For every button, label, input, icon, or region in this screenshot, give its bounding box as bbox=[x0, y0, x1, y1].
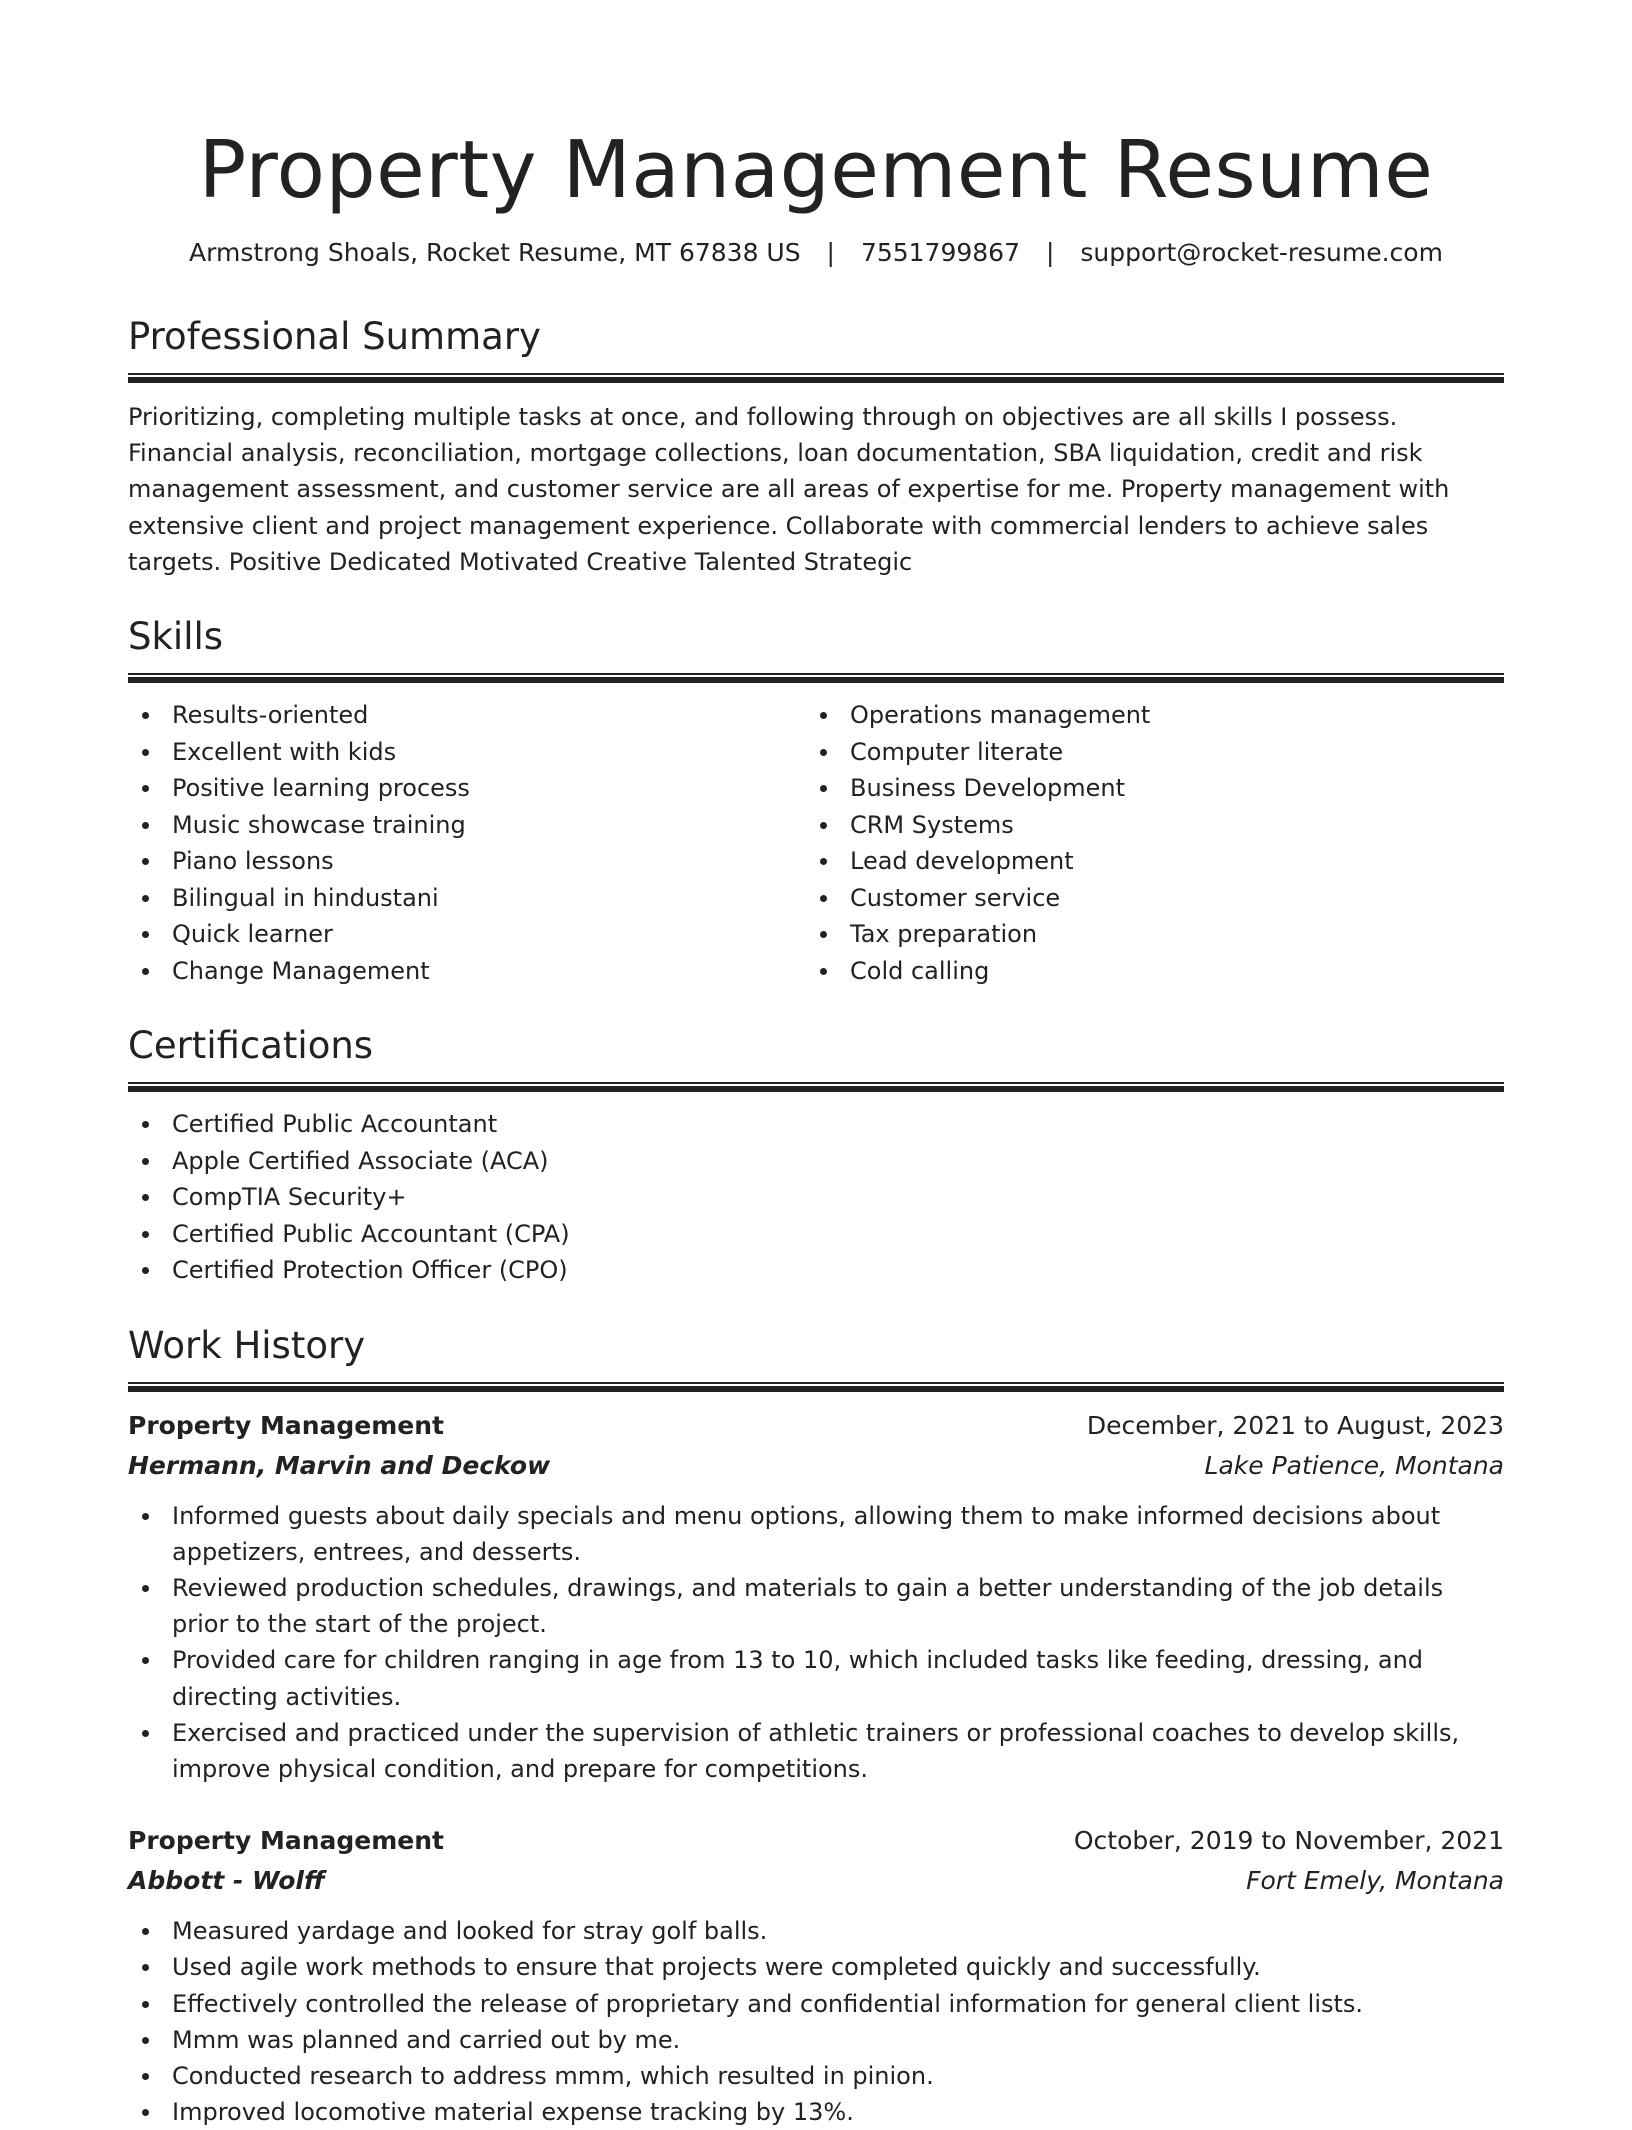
contact-separator: | bbox=[1045, 238, 1055, 267]
job-company-row bbox=[128, 1861, 1504, 1901]
skill-item: Change Management bbox=[128, 953, 806, 990]
summary-heading: Professional Summary bbox=[128, 315, 541, 358]
job-header-row bbox=[128, 1821, 1504, 1861]
certifications-list bbox=[128, 1106, 1504, 1289]
certification-item: Certified Public Accountant bbox=[128, 1106, 1504, 1143]
contact-separator: | bbox=[826, 238, 835, 267]
job-bullet: Reviewed production schedules, drawings, and materials to gain a better understanding of the job details prior to the start of the project. bbox=[128, 1570, 1504, 1642]
section-divider bbox=[128, 373, 1504, 383]
certifications-section bbox=[128, 1023, 1504, 1289]
skill-item: Tax preparation bbox=[806, 916, 1484, 953]
section-divider bbox=[128, 1082, 1504, 1092]
job-company-row bbox=[128, 1446, 1504, 1486]
certifications-heading: Certifications bbox=[128, 1024, 374, 1068]
job-title: Property Management bbox=[128, 1410, 444, 1440]
job-bullet: Mmm was planned and carried out by me. bbox=[128, 2022, 1504, 2058]
job-bullet: Informed guests about daily specials and menu options, allowing them to make informed decisions about appetizers, entrees, and desserts. bbox=[128, 1498, 1504, 1570]
skill-item: Lead development bbox=[806, 843, 1484, 880]
job-company: Hermann, Marvin and Deckow bbox=[128, 1450, 551, 1480]
skill-item: Computer literate bbox=[806, 734, 1484, 771]
job-location: Fort Emely, Montana bbox=[1246, 1866, 1504, 1896]
summary-text: Prioritizing, completing multiple tasks at once, and following through on objectives are all skills I possess. Financial analysis, reconciliation, mortgage collections, loan documentation, SBA liquidation, credit and risk management assessment, and customer service are all areas of expertise for me. Property management with extensive client and project management experience. Collaborate with commercial lenders to achieve sales targets. Positive Dedicated Motivated Creative Talented Strategic bbox=[128, 403, 1450, 576]
skill-item: Operations management bbox=[806, 697, 1484, 734]
job-bullet: Conducted research to address mmm, which resulted in pinion. bbox=[128, 2058, 1504, 2094]
skills-left-list bbox=[128, 697, 806, 989]
skill-item: Music showcase training bbox=[128, 807, 806, 844]
resume-page bbox=[128, 0, 1504, 2130]
summary-section bbox=[128, 314, 1504, 580]
skill-item: Positive learning process bbox=[128, 770, 806, 807]
job-bullet: Used agile work methods to ensure that projects were completed quickly and successfully. bbox=[128, 1949, 1504, 1985]
job-entry bbox=[128, 1406, 1504, 1788]
certification-item: CompTIA Security+ bbox=[128, 1179, 1504, 1216]
skills-heading: Skills bbox=[128, 615, 224, 659]
certification-item: Certified Protection Officer (CPO) bbox=[128, 1252, 1504, 1289]
skill-item: Business Development bbox=[806, 770, 1484, 807]
job-title: Property Management bbox=[128, 1826, 444, 1856]
work-history-heading: Work History bbox=[128, 1323, 366, 1367]
skills-columns bbox=[128, 697, 1504, 989]
job-location: Lake Patience, Montana bbox=[1204, 1450, 1504, 1480]
skill-item: Customer service bbox=[806, 880, 1484, 917]
job-company: Abbott - Wolff bbox=[128, 1866, 325, 1896]
skills-right-list bbox=[806, 697, 1484, 989]
skill-item: CRM Systems bbox=[806, 807, 1484, 844]
skill-item: Quick learner bbox=[128, 916, 806, 953]
skills-section bbox=[128, 614, 1504, 989]
job-bullet: Measured yardage and looked for stray golf balls. bbox=[128, 1913, 1504, 1949]
resume-title: Property Management Resume bbox=[198, 124, 1434, 216]
job-entry bbox=[128, 1821, 1504, 2130]
job-bullet: Effectively controlled the release of proprietary and confidential information for general client lists. bbox=[128, 1986, 1504, 2022]
work-history-section bbox=[128, 1323, 1504, 2130]
section-divider bbox=[128, 1382, 1504, 1392]
job-bullets bbox=[128, 1913, 1504, 2130]
job-header-row bbox=[128, 1406, 1504, 1446]
certification-item: Certified Public Accountant (CPA) bbox=[128, 1216, 1504, 1253]
job-bullet: Exercised and practiced under the supervision of athletic trainers or professional coaches to develop skills, improve physical condition, and prepare for competitions. bbox=[128, 1715, 1504, 1787]
contact-phone: 7551799867 bbox=[860, 238, 1020, 267]
job-bullet: Provided care for children ranging in age from 13 to 10, which included tasks like feeding, dressing, and directing activities. bbox=[128, 1642, 1504, 1714]
contact-address: Armstrong Shoals, Rocket Resume, MT 67838 US bbox=[189, 238, 801, 267]
skill-item: Bilingual in hindustani bbox=[128, 880, 806, 917]
contact-email: support@rocket-resume.com bbox=[1080, 238, 1443, 267]
certification-item: Apple Certified Associate (ACA) bbox=[128, 1143, 1504, 1180]
skill-item: Cold calling bbox=[806, 953, 1484, 990]
job-bullets bbox=[128, 1498, 1504, 1788]
section-divider bbox=[128, 673, 1504, 683]
contact-line bbox=[128, 236, 1504, 270]
job-dates: December, 2021 to August, 2023 bbox=[1086, 1410, 1504, 1440]
skill-item: Piano lessons bbox=[128, 843, 806, 880]
skill-item: Results-oriented bbox=[128, 697, 806, 734]
job-bullet: Improved locomotive material expense tracking by 13%. bbox=[128, 2094, 1504, 2130]
job-dates: October, 2019 to November, 2021 bbox=[1073, 1826, 1504, 1856]
skill-item: Excellent with kids bbox=[128, 734, 806, 771]
